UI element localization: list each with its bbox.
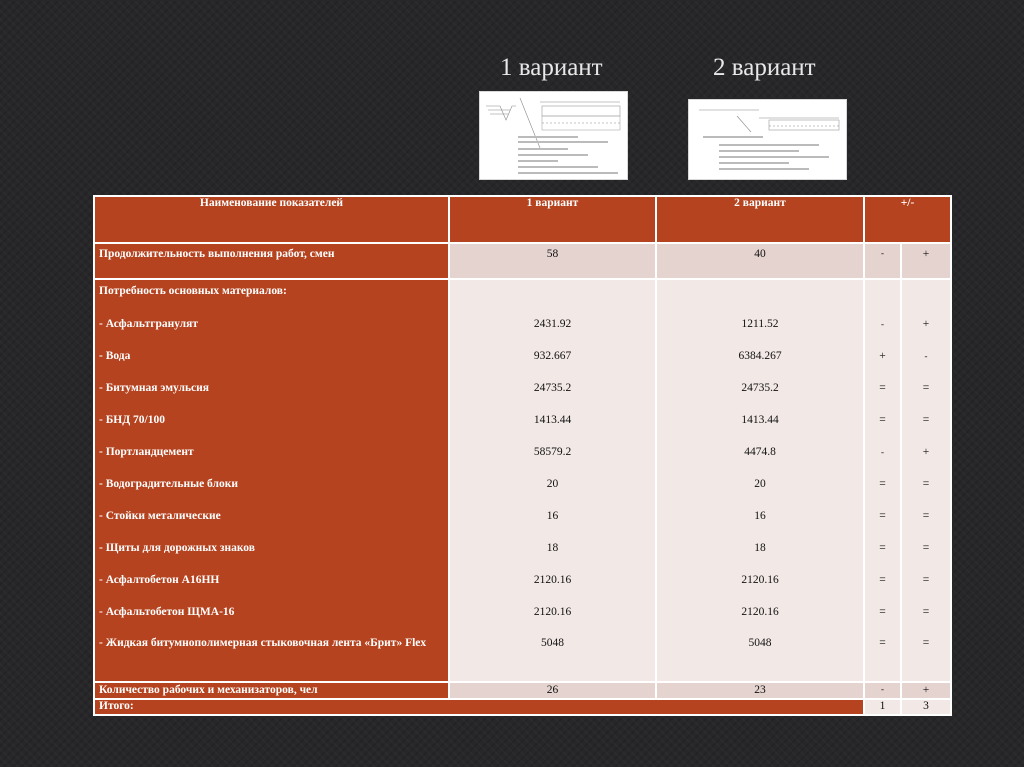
table-row-duration [94, 243, 951, 279]
list-item: - Щиты для дорожных знаков [99, 542, 255, 554]
variant-1-drawing-thumbnail [480, 92, 627, 179]
variant-2-heading: 2 вариант [713, 54, 816, 81]
sign-variant-1: - [864, 243, 901, 279]
sign-variant-1: - [881, 447, 884, 457]
table-row-total [94, 699, 951, 715]
sign-variant-1: = [879, 542, 886, 554]
sign-variant-2: = [922, 414, 930, 426]
variant-2-value: 18 [754, 542, 766, 554]
sign-variant-1: + [879, 350, 886, 362]
variant-1-value: 932.667 [533, 350, 572, 362]
sign-variant-2: = [922, 542, 930, 554]
list-item: - Портландцемент [99, 446, 194, 458]
sign-variant-2: + [901, 682, 951, 699]
table-header-row [94, 196, 951, 243]
variant-1-value: 58 [449, 243, 656, 279]
sign-variant-2: = [922, 637, 930, 649]
list-item: - Стойки металические [99, 510, 221, 522]
variant-1-value: 20 [546, 478, 559, 490]
header-variant-1: 1 вариант [449, 196, 656, 243]
sign-variant-2: = [922, 510, 930, 522]
row-label: Продолжительность выполнения работ, смен [94, 243, 449, 279]
sign-variant-1: = [879, 382, 886, 394]
variant-2-value: 4474.8 [744, 446, 776, 458]
sign-variant-2: = [922, 382, 930, 394]
header-difference: +/- [864, 196, 951, 243]
materials-variant-1-values [449, 279, 656, 682]
list-item: - БНД 70/100 [99, 414, 165, 426]
sign-variant-1: = [879, 637, 886, 649]
variant-1-heading: 1 вариант [500, 54, 603, 81]
variant-2-value: 5048 [748, 637, 772, 649]
sign-variant-1: - [864, 682, 901, 699]
sign-variant-2: + [922, 446, 930, 458]
variant-1-value: 5048 [541, 637, 564, 649]
materials-labels [94, 279, 449, 682]
sign-variant-2: + [922, 318, 930, 330]
sign-variant-1: = [879, 574, 886, 586]
total-variant-1: 1 [864, 699, 901, 715]
sign-variant-1: = [879, 606, 886, 618]
sign-variant-1: = [879, 510, 886, 522]
variant-1-value: 18 [546, 542, 559, 554]
sign-variant-2: = [922, 606, 930, 618]
list-item: - Асфальтобетон ЩМА-16 [99, 606, 235, 618]
materials-sign-column-2 [901, 279, 951, 682]
materials-title: Потребность основных материалов: [99, 285, 287, 297]
materials-sign-column-1 [864, 279, 901, 682]
variant-1-value: 58579.2 [533, 446, 572, 458]
variant-1-value: 2120.16 [533, 606, 572, 618]
variant-2-value: 23 [656, 682, 864, 699]
comparison-table [93, 195, 952, 716]
row-label: Количество рабочих и механизаторов, чел [94, 682, 449, 699]
sign-variant-1: - [881, 319, 884, 329]
sign-variant-1: = [879, 478, 886, 490]
variant-2-value: 6384.267 [738, 350, 782, 362]
variant-1-value: 24735.2 [533, 382, 572, 394]
list-item: - Жидкая битумнополимерная стыковочная лента «Брит» Flex [99, 637, 427, 649]
variant-2-value: 20 [754, 478, 766, 490]
variant-2-value: 16 [754, 510, 766, 522]
total-variant-2: 3 [901, 699, 951, 715]
list-item: - Вода [99, 350, 131, 362]
table-row-workers [94, 682, 951, 699]
variant-2-value: 24735.2 [741, 382, 779, 394]
variant-2-value: 2120.16 [741, 606, 779, 618]
variant-2-drawing-thumbnail [689, 100, 846, 179]
variant-1-value: 16 [546, 510, 559, 522]
table-row-materials [94, 279, 951, 682]
variant-2-value: 2120.16 [741, 574, 779, 586]
sign-variant-2: = [922, 478, 930, 490]
sign-variant-2: = [922, 574, 930, 586]
variant-1-value: 1413.44 [533, 414, 572, 426]
variant-1-value: 2431.92 [533, 318, 572, 330]
list-item: - Битумная эмульсия [99, 382, 209, 394]
materials-variant-2-values [656, 279, 864, 682]
header-variant-2: 2 вариант [656, 196, 864, 243]
sign-variant-2: - [924, 351, 928, 361]
variant-1-value: 2120.16 [533, 574, 572, 586]
sign-variant-2: + [901, 243, 951, 279]
sign-variant-1: = [879, 414, 886, 426]
list-item: - Водоградительные блоки [99, 478, 238, 490]
variant-2-value: 40 [656, 243, 864, 279]
list-item: - Асфалтобетон А16НН [99, 574, 220, 586]
header-indicator-name: Наименование показателей [94, 196, 449, 243]
total-label: Итого: [94, 699, 864, 715]
variant-2-value: 1211.52 [741, 318, 779, 330]
variant-2-value: 1413.44 [741, 414, 779, 426]
variant-1-value: 26 [449, 682, 656, 699]
list-item: - Асфальтгранулят [99, 318, 199, 330]
